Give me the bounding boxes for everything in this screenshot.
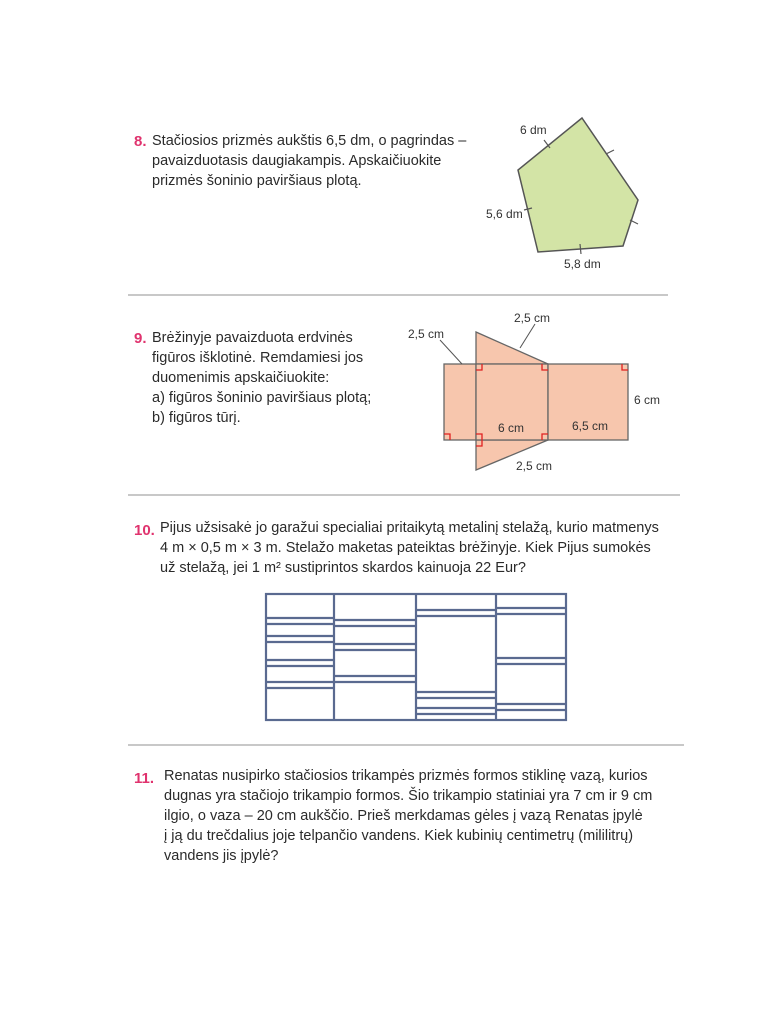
text-line: pavaizduotasis daugiakampis. Apskaičiuokite bbox=[152, 153, 442, 169]
label-mid: 6 cm bbox=[498, 421, 525, 435]
problem-number: 8. bbox=[134, 133, 147, 150]
text-line: Pijus užsisakė jo garažui specialiai pritaikytą metalinį stelažą, kurio matmenys bbox=[160, 520, 659, 536]
leader-line bbox=[440, 340, 462, 364]
text-line: į ją du trečdalius joje telpančio vandens. Kiek kubinių centimetrų (mililitrų) bbox=[164, 828, 634, 844]
text-line: vandens jis įpylė? bbox=[164, 848, 279, 864]
text-line: duomenimis apskaičiuokite: bbox=[152, 370, 330, 386]
rect-left bbox=[444, 364, 476, 440]
problem-number: 11. bbox=[134, 770, 155, 787]
label-top-left: 2,5 cm bbox=[408, 327, 445, 341]
text-line: Brėžinyje pavaizduota erdvinės bbox=[152, 330, 353, 346]
label-right: 6 cm bbox=[634, 393, 661, 407]
label-mid-right: 6,5 cm bbox=[572, 419, 609, 433]
text-line: prizmės šoninio paviršiaus plotą. bbox=[152, 173, 362, 189]
shelf-diagram bbox=[260, 588, 580, 730]
text-line: ilgio, o vaza – 20 cm aukščio. Prieš merkdamas gėles į vazą Renatas įpylė bbox=[164, 808, 643, 824]
label-top-right: 2,5 cm bbox=[514, 311, 551, 325]
text-line: dugnas yra stačiojo trikampio formos. Šio trikampio statiniai yra 7 cm ir 9 cm bbox=[164, 788, 653, 804]
divider bbox=[128, 744, 684, 746]
divider bbox=[128, 494, 680, 496]
text-line: už stelažą, jei 1 m² sustiprintos skardos kainuoja 22 Eur? bbox=[160, 560, 526, 576]
label-top: 6 dm bbox=[520, 123, 547, 137]
net-figure bbox=[400, 300, 670, 480]
pentagon-shape bbox=[518, 118, 638, 252]
text-line: a) figūros šoninio paviršiaus plotą; bbox=[152, 390, 372, 406]
pentagon-figure bbox=[480, 110, 670, 280]
label-left: 5,6 dm bbox=[486, 207, 523, 221]
tick-mark bbox=[606, 150, 614, 154]
text-line: b) figūros tūrį. bbox=[152, 410, 241, 426]
problem-text bbox=[152, 131, 466, 191]
label-bottom: 5,8 dm bbox=[564, 257, 601, 271]
text-line: Stačiosios prizmės aukštis 6,5 dm, o pagrindas – bbox=[152, 133, 467, 149]
problem-number: 10. bbox=[134, 522, 155, 539]
problem-number: 9. bbox=[134, 330, 147, 347]
top-triangle bbox=[476, 332, 548, 364]
leader-line bbox=[520, 324, 535, 348]
text-line: Renatas nusipirko stačiosios trikampės prizmės formos stiklinę vazą, kurios bbox=[164, 768, 648, 784]
problem-text bbox=[164, 766, 652, 866]
divider bbox=[128, 294, 668, 296]
text-line: figūros išklotinė. Remdamiesi jos bbox=[152, 350, 364, 366]
problem-text bbox=[160, 518, 659, 578]
text-line: 4 m × 0,5 m × 3 m. Stelažo maketas pateiktas brėžinyje. Kiek Pijus sumokės bbox=[160, 540, 651, 556]
problem-text bbox=[152, 328, 371, 428]
label-bottom: 2,5 cm bbox=[516, 459, 553, 473]
